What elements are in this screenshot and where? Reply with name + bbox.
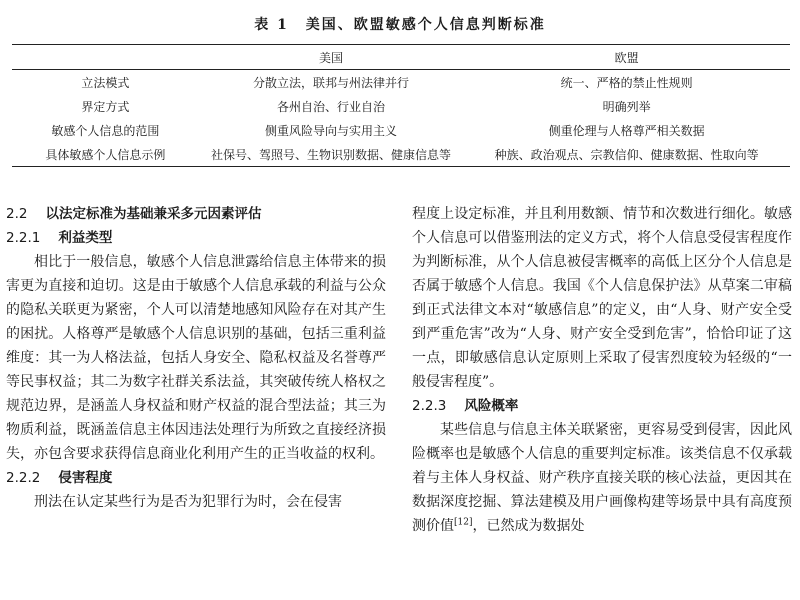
section-title: 风险概率 (464, 398, 519, 414)
paragraph-text: 某些信息与信息主体关联紧密，更容易受到侵害，因此风险概率也是敏感个人信息的重要判定标准。该类信息不仅承载着与主体人身权益、财产秩序直接关联的核心法益，更因其在数据深度挖掘、算法建模及用户画像构建等场景中具有高度预测价值 (412, 422, 792, 534)
section-number: 2.2.1 (6, 230, 41, 246)
section-title: 以法定标准为基础兼采多元因素评估 (45, 206, 262, 222)
section-title: 侵害程度 (58, 470, 113, 486)
table-row (12, 142, 790, 167)
table-header-cell (12, 45, 199, 70)
table-header-row (12, 45, 790, 70)
table-header-cell: 美国 (318, 50, 343, 65)
table-cell: 各州自治、行业自治 (276, 99, 385, 114)
paragraph-interest-types: 相比于一般信息，敏感个人信息泄露给信息主体带来的损害更为直接和迫切。这是由于敏感个人信息承载的利益与公众的隐私关联更为紧密，个人可以清楚地感知风险存在对其产生的困扰。人格尊严是敏感个人信息识别的基础，包括三重利益维度：其一为人格法益，包括人身安全、隐私权益及名誉尊严等民事权益；其二为数字社群关系法益，其突破传统人格权之规范边界，是涵盖人身权益和财产权益的混合型法益；其三为物质利益，既涵盖信息主体因违法处理行为所致之直接经济损失，亦包含要求获得信息商业化利用产生的正当收益的权利。 (6, 254, 386, 462)
table-row (12, 70, 790, 95)
table-cell: 明确列举 (602, 99, 651, 114)
table-cell: 社保号、驾照号、生物识别数据、健康信息等 (210, 147, 451, 162)
table-cell: 具体敏感个人信息示例 (45, 147, 166, 162)
section-heading-2-2-3 (412, 394, 792, 418)
section-number: 2.2.2 (6, 470, 41, 486)
comparison-table (12, 44, 790, 167)
section-heading-2-2 (6, 202, 386, 226)
section-heading-2-2-2 (6, 466, 386, 490)
paragraph-risk-probability (412, 418, 792, 538)
table-cell: 分散立法，联邦与州法律并行 (252, 75, 409, 90)
paragraph-harm-degree-continued: 程度上设定标准，并且利用数额、情节和次数进行细化。敏感个人信息可以借鉴刑法的定义方式，将个人信息受侵害程度作为判断标准，从个人信息被侵害概率的高低上区分个人信息是否属于敏感个人信息。我国《个人信息保护法》从草案二审稿到正式法律文本对“敏感信息”的定义，由“人身、财产安全受到严重危害”改为“人身、财产安全受到危害”，恰恰印证了这一点，即敏感信息认定原则上采取了侵害烈度较为轻级的“一般侵害程度”。 (412, 206, 792, 390)
section-number: 2.2 (6, 206, 28, 222)
table-row (12, 118, 790, 142)
table-caption (0, 14, 800, 34)
table-cell: 侧重伦理与人格尊严相关数据 (548, 123, 705, 138)
table-label: 表 1 (254, 17, 289, 33)
table-title: 美国、欧盟敏感个人信息判断标准 (305, 17, 546, 33)
paragraph-text: ，已然成为数据处 (472, 518, 585, 534)
table-cell: 敏感个人信息的范围 (51, 123, 160, 138)
paragraph-harm-degree: 刑法在认定某些行为是否为犯罪行为时，会在侵害 (34, 494, 342, 510)
table-cell: 界定方式 (81, 99, 130, 114)
table-cell: 侧重风险导向与实用主义 (264, 123, 397, 138)
table-cell: 统一、严格的禁止性规则 (560, 75, 693, 90)
right-column (412, 202, 792, 538)
table-header-cell: 欧盟 (614, 50, 639, 65)
section-title: 利益类型 (58, 230, 113, 246)
table-row (12, 94, 790, 118)
citation-marker: [12] (454, 517, 473, 528)
section-heading-2-2-1 (6, 226, 386, 250)
table-cell: 立法模式 (81, 75, 130, 90)
left-column (6, 202, 386, 514)
section-number: 2.2.3 (412, 398, 447, 414)
table-cell: 种族、政治观点、宗教信仰、健康数据、性取向等 (494, 147, 759, 162)
